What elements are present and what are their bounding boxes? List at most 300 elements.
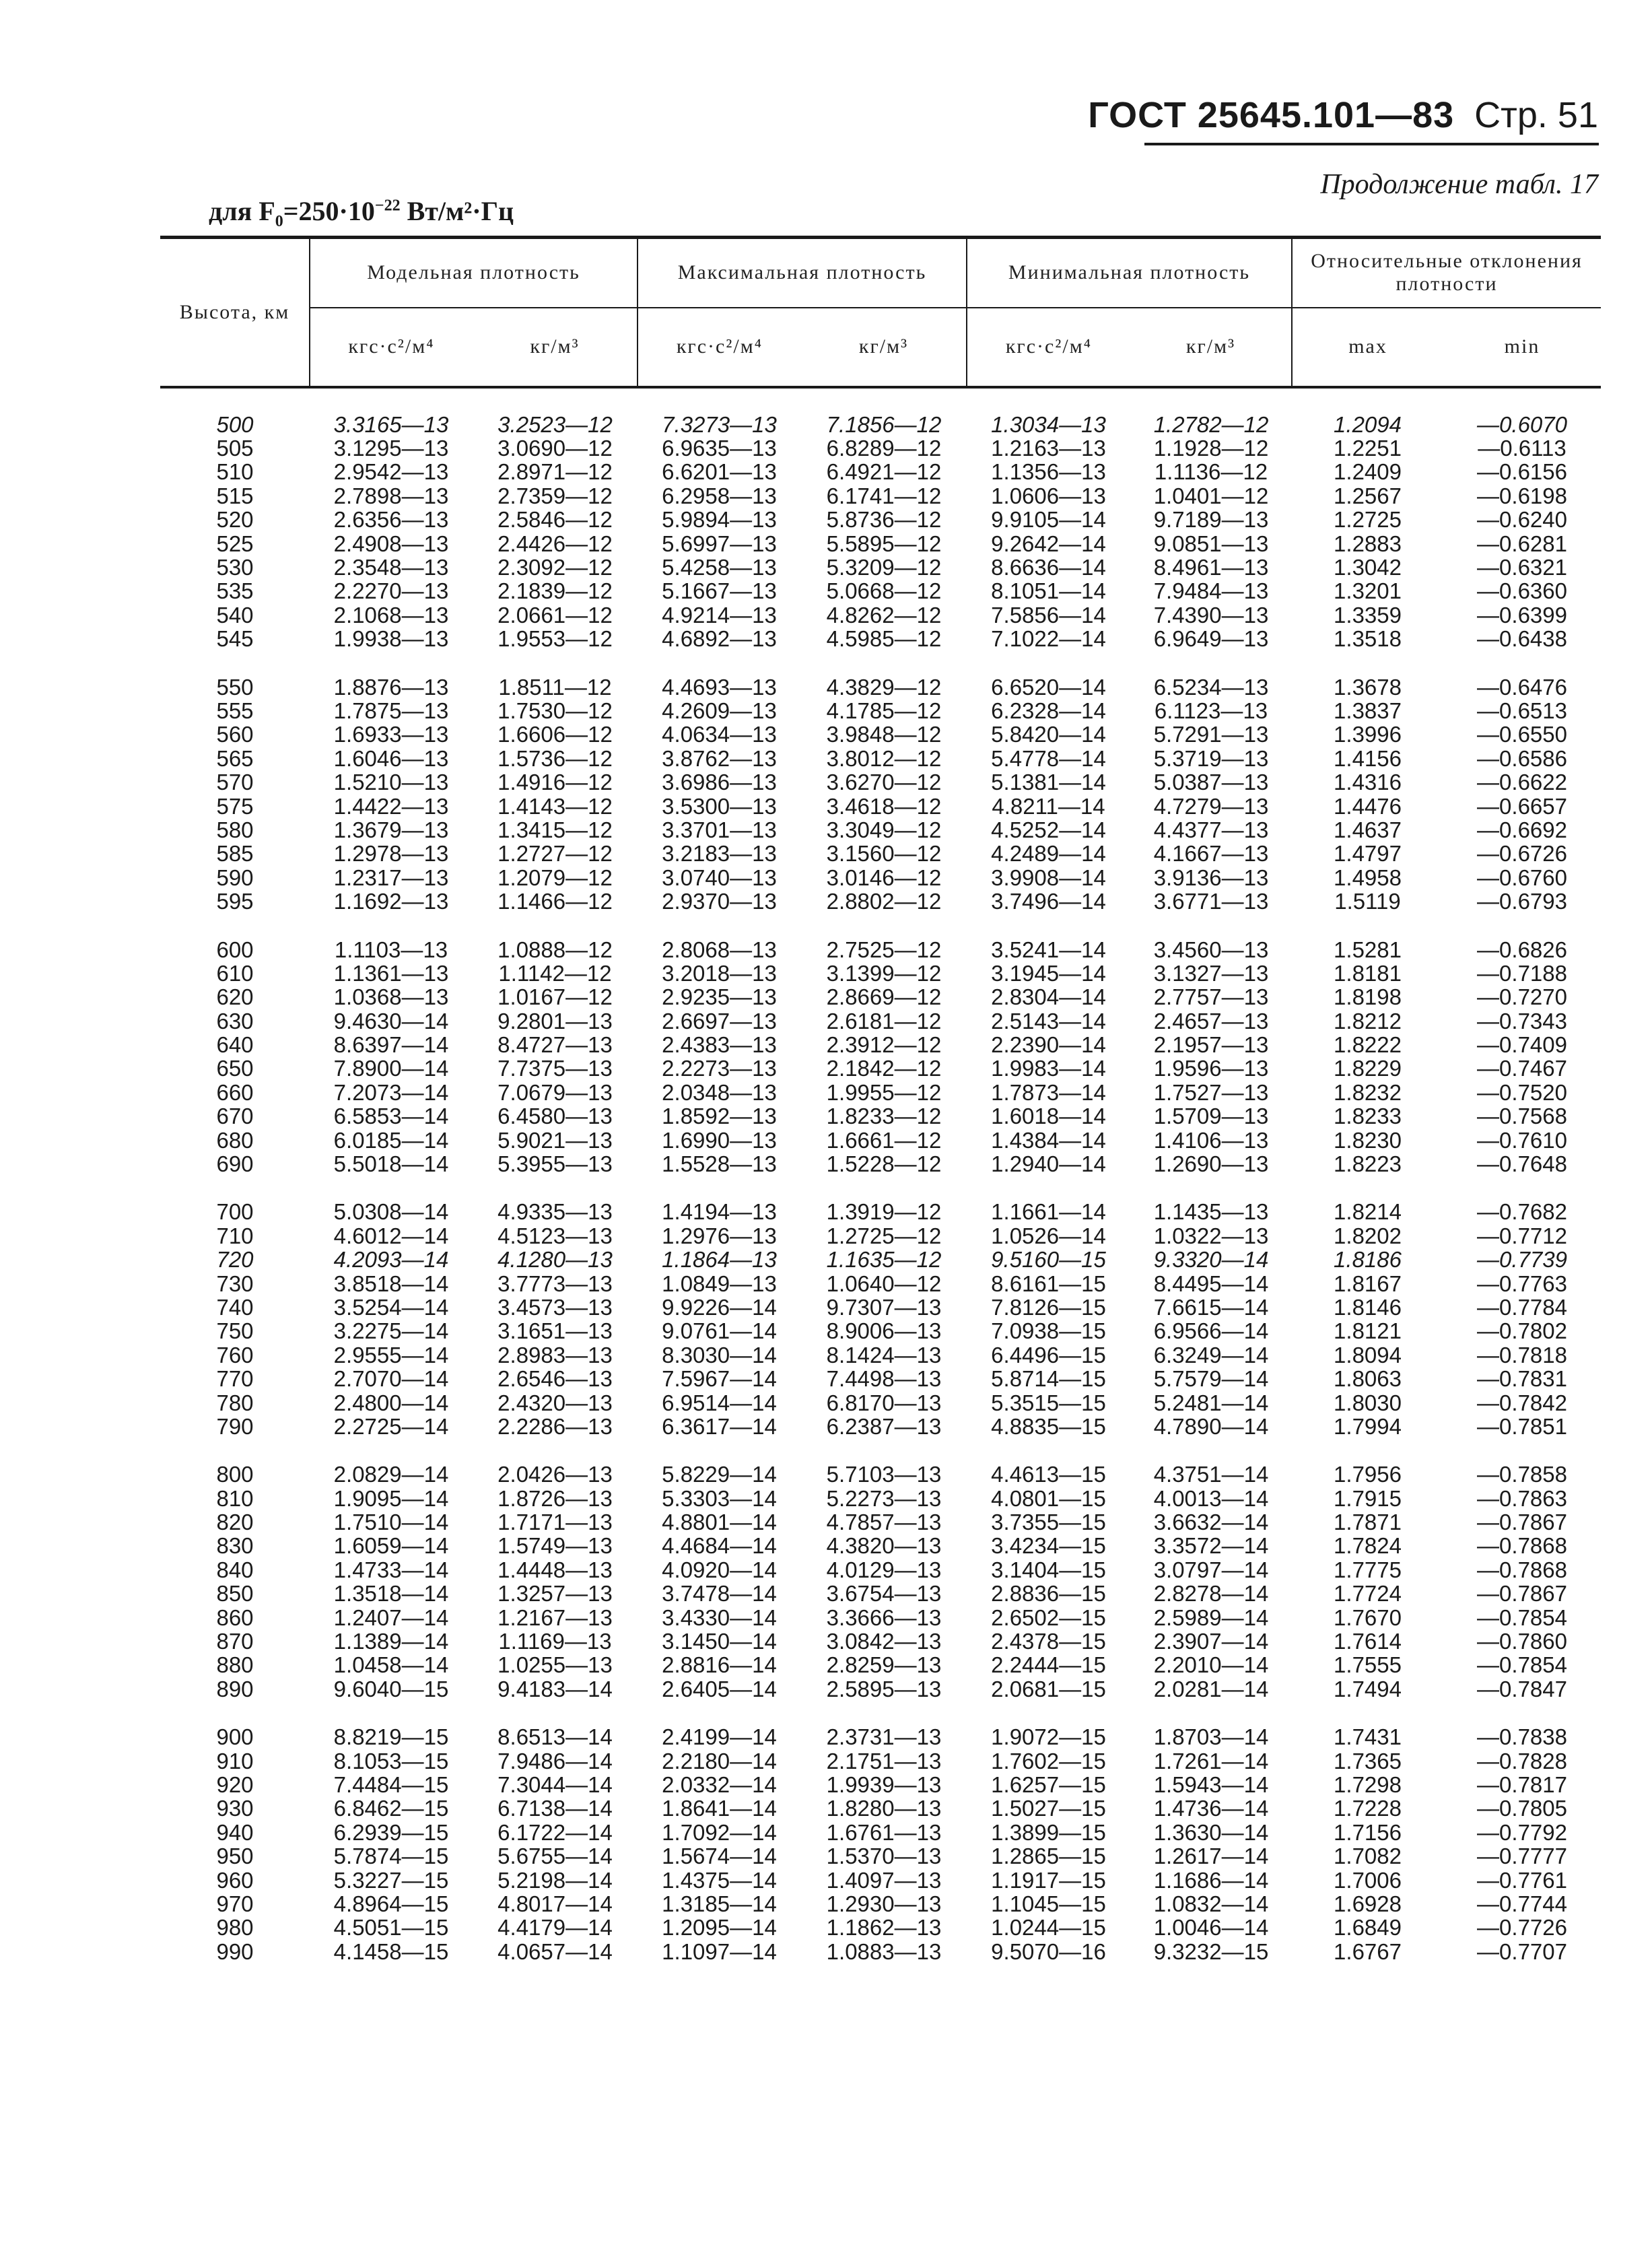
value-cell: 8.9006—13 [826,1318,942,1344]
value-cell: 1.3679—13 [333,817,449,842]
value-cell: 5.4258—13 [662,555,777,580]
value-cell: 2.4199—14 [662,1724,777,1750]
value-cell: 6.3249—14 [1153,1342,1269,1368]
altitude-cell: 790 [216,1413,254,1439]
altitude-cell: 585 [216,841,254,867]
value-cell: —0.7842 [1477,1390,1567,1415]
value-cell: 2.3092—12 [497,555,613,580]
value-cell: 1.6767 [1334,1938,1402,1964]
value-cell: 6.9566—14 [1153,1318,1269,1344]
value-cell: 1.1045—15 [991,1891,1106,1916]
value-cell: 5.8420—14 [991,722,1106,747]
value-cell: 5.0308—14 [333,1199,449,1225]
value-cell: 3.1327—13 [1153,960,1269,986]
value-cell: 1.8181 [1334,960,1402,986]
value-cell: —0.7744 [1477,1891,1567,1916]
group-header-model: Модельная плотность [310,238,638,308]
altitude-cell: 950 [216,1844,254,1869]
value-cell: —0.6793 [1477,889,1567,914]
value-cell: 1.2865—15 [991,1844,1106,1869]
value-cell: 1.2317—13 [333,865,449,890]
altitude-cell: 710 [216,1223,254,1248]
value-cell: —0.7867 [1477,1510,1567,1535]
value-cell: 2.9235—13 [662,984,777,1010]
value-cell: 1.0368—13 [333,984,449,1010]
value-cell: 6.5234—13 [1153,674,1269,700]
value-cell: 1.0640—12 [826,1271,942,1296]
value-cell: 1.2095—14 [662,1915,777,1941]
altitude-cell: 595 [216,889,254,914]
value-cell: 1.5709—13 [1153,1104,1269,1129]
value-cell: 9.7189—13 [1153,507,1269,533]
value-cell: —0.6550 [1477,722,1567,747]
value-cell: 5.6755—14 [497,1844,613,1869]
value-cell: 1.4637 [1334,817,1402,842]
value-cell: —0.6438 [1477,626,1567,652]
value-cell: 2.0348—13 [662,1079,777,1105]
value-cell: 2.8068—13 [662,937,777,962]
table-row [160,1868,1601,1891]
value-cell: 3.9848—12 [826,722,942,747]
value-cell: 1.7555 [1334,1652,1402,1678]
altitude-cell: 860 [216,1605,254,1630]
table-row [160,1677,1601,1701]
value-cell: 5.8229—14 [662,1462,777,1487]
table-row [160,1462,1601,1486]
value-cell: 1.7171—13 [497,1510,613,1535]
value-cell: —0.7763 [1477,1271,1567,1296]
unit-header: min [1443,308,1601,387]
value-cell: 4.1458—15 [333,1938,449,1964]
value-cell: 1.2251 [1334,436,1402,461]
value-cell: 1.6606—12 [497,722,613,747]
value-cell: 1.4733—14 [333,1557,449,1582]
value-cell: —0.7682 [1477,1199,1567,1225]
value-cell: 5.7579—14 [1153,1366,1269,1392]
value-cell: 3.5241—14 [991,937,1106,962]
value-cell: 7.0679—13 [497,1079,613,1105]
value-cell: 1.8229 [1334,1056,1402,1081]
value-cell: 5.8736—12 [826,507,942,533]
value-cell: 2.4908—13 [333,531,449,556]
value-cell: —0.7868 [1477,1533,1567,1559]
page-number: Стр. 51 [1474,95,1598,135]
value-cell: 3.7478—14 [662,1581,777,1607]
value-cell: —0.7818 [1477,1342,1567,1368]
value-cell: 2.8836—15 [991,1581,1106,1607]
table-row [160,1629,1601,1653]
value-cell: 1.8233 [1334,1104,1402,1129]
value-cell: —0.6513 [1477,698,1567,723]
value-cell: 1.8511—12 [498,674,612,700]
value-cell: 1.9983—14 [991,1056,1106,1081]
value-cell: 6.2328—14 [991,698,1106,723]
value-cell: 1.7956 [1334,1462,1402,1487]
table-row [160,531,1601,555]
value-cell: 1.8703—14 [1153,1724,1269,1750]
value-cell: 1.7824 [1334,1533,1402,1559]
value-cell: —0.7739 [1477,1247,1567,1273]
value-cell: 3.0797—14 [1153,1557,1269,1582]
value-cell: —0.7188 [1477,960,1567,986]
group-header-min: Минимальная плотность [967,238,1292,308]
value-cell: 1.7873—14 [991,1079,1106,1105]
value-cell: 6.1722—14 [497,1819,613,1845]
value-cell: 3.1651—13 [497,1318,613,1344]
value-cell: 1.1097—14 [662,1938,777,1964]
table-row [160,722,1601,746]
value-cell: 6.4921—12 [826,459,942,485]
altitude-header: Высота, км [160,238,310,387]
value-cell: 4.7890—14 [1153,1413,1269,1439]
value-cell: 8.1424—13 [826,1342,942,1368]
value-cell: 1.6933—13 [333,722,449,747]
value-cell: 4.5985—12 [826,626,942,652]
table-row [160,1558,1601,1582]
altitude-cell: 560 [216,722,254,747]
value-cell: 1.1692—13 [333,889,449,914]
altitude-cell: 510 [216,459,254,485]
value-cell: 1.8063 [1334,1366,1402,1392]
value-cell: 4.0013—14 [1153,1485,1269,1511]
value-cell: 7.8900—14 [333,1056,449,1081]
value-cell: 1.1864—13 [662,1247,777,1273]
value-cell: 1.6849 [1334,1915,1402,1941]
value-cell: 5.3515—15 [991,1390,1106,1415]
value-cell: 1.6046—13 [333,745,449,771]
value-cell: 1.5736—12 [497,745,613,771]
value-cell: 1.1361—13 [333,960,449,986]
value-cell: 3.2275—14 [333,1318,449,1344]
value-cell: 1.0458—14 [333,1652,449,1678]
value-cell: 3.6270—12 [826,770,942,795]
table-row [160,413,1601,436]
value-cell: 7.1856—12 [826,411,942,437]
value-cell: 8.3030—14 [662,1342,777,1368]
value-cell: 1.0888—12 [497,937,613,962]
value-cell: 3.3572—14 [1153,1533,1269,1559]
table-row [160,747,1601,770]
value-cell: 7.5967—14 [662,1366,777,1392]
value-cell: 4.9214—13 [662,602,777,628]
value-cell: —0.7409 [1477,1032,1567,1058]
value-cell: 1.1635—12 [826,1247,942,1273]
value-cell: 4.0129—13 [826,1557,942,1582]
altitude-cell: 960 [216,1867,254,1893]
value-cell: 1.1862—13 [826,1915,942,1941]
value-cell: 2.8816—14 [662,1652,777,1678]
value-cell: 9.9226—14 [662,1294,777,1320]
value-cell: 9.0851—13 [1153,531,1269,556]
value-cell: 6.9514—14 [662,1390,777,1415]
value-cell: 5.9894—13 [662,507,777,533]
value-cell: 3.3165—13 [333,411,449,437]
value-cell: 6.1123—13 [1154,698,1268,723]
value-cell: 4.1785—12 [826,698,942,723]
value-cell: 1.8233—12 [826,1104,942,1129]
value-cell: 1.9596—13 [1153,1056,1269,1081]
value-cell: 2.8304—14 [991,984,1106,1010]
value-cell: 1.6661—12 [826,1127,942,1153]
value-cell: 3.0842—13 [826,1629,942,1654]
value-cell: 3.1295—13 [333,436,449,461]
altitude-cell: 525 [216,531,254,556]
value-cell: 4.1667—13 [1153,841,1269,867]
value-cell: 3.2183—13 [662,841,777,867]
value-cell: 1.3518 [1334,626,1402,652]
value-cell: 7.5856—14 [991,602,1106,628]
page-header [1088,94,1598,136]
value-cell: 2.2180—14 [662,1748,777,1774]
value-cell: 8.1053—15 [333,1748,449,1774]
value-cell: 9.6040—15 [333,1676,449,1701]
altitude-cell: 555 [216,698,254,723]
value-cell: 7.4390—13 [1153,602,1269,628]
table-row [160,818,1601,842]
value-cell: 1.5943—14 [1153,1772,1269,1797]
value-cell: 8.4495—14 [1153,1271,1269,1296]
value-cell: 1.7365 [1334,1748,1402,1774]
altitude-cell: 920 [216,1772,254,1797]
value-cell: —0.6399 [1477,602,1567,628]
value-cell: 3.9136—13 [1153,865,1269,890]
value-cell: 2.6546—13 [497,1366,613,1392]
value-cell: 4.0920—14 [662,1557,777,1582]
value-cell: 6.9649—13 [1153,626,1269,652]
value-cell: 1.3678 [1334,674,1402,700]
value-cell: 4.4693—13 [662,674,777,700]
value-cell: 2.4800—14 [333,1390,449,1415]
value-cell: 1.7092—14 [662,1819,777,1845]
value-cell: 1.7915 [1334,1485,1402,1511]
value-cell: 1.7875—13 [333,698,449,723]
value-cell: 1.2725—12 [826,1223,942,1248]
table-row [160,1892,1601,1916]
value-cell: 4.5051—15 [333,1915,449,1941]
value-cell: 8.1051—14 [991,578,1106,604]
value-cell: 3.3049—12 [826,817,942,842]
table-row [160,842,1601,865]
value-cell: 9.2642—14 [991,531,1106,556]
value-cell: 1.7530—12 [497,698,613,723]
value-cell: 4.2093—14 [333,1247,449,1273]
value-cell: —0.7568 [1477,1104,1567,1129]
value-cell: 6.8462—15 [333,1796,449,1821]
table-row [160,1582,1601,1605]
value-cell: 5.7103—13 [826,1462,942,1487]
value-cell: 6.4580—13 [497,1104,613,1129]
value-cell: 1.5281 [1334,937,1402,962]
value-cell: 1.3201 [1334,578,1402,604]
value-cell: 5.2481—14 [1153,1390,1269,1415]
value-cell: 4.6012—14 [333,1223,449,1248]
value-cell: 4.3829—12 [826,674,942,700]
value-cell: 2.7359—12 [497,483,613,508]
value-cell: 1.3518—14 [333,1581,449,1607]
unit-header: кгс·с²/м⁴ [967,308,1130,387]
altitude-cell: 820 [216,1510,254,1535]
value-cell: 1.7510—14 [333,1510,449,1535]
value-cell: 9.9105—14 [991,507,1106,533]
value-cell: 4.7279—13 [1153,793,1269,819]
value-cell: 2.1839—12 [497,578,613,604]
value-cell: —0.6826 [1477,937,1567,962]
value-cell: —0.7610 [1477,1127,1567,1153]
value-cell: 1.4422—13 [333,793,449,819]
value-cell: —0.7777 [1477,1844,1567,1869]
value-cell: 2.9542—13 [333,459,449,485]
value-cell: 2.5895—13 [826,1676,942,1701]
value-cell: 5.3955—13 [497,1151,613,1177]
value-cell: 1.8186 [1334,1247,1402,1273]
value-cell: —0.7726 [1477,1915,1567,1941]
value-cell: 3.4618—12 [826,793,942,819]
value-cell: 2.5846—12 [497,507,613,533]
value-cell: —0.7343 [1477,1008,1567,1034]
value-cell: —0.6760 [1477,865,1567,890]
value-cell: 7.3044—14 [497,1772,613,1797]
value-cell: 1.6761—13 [826,1819,942,1845]
value-cell: 2.2725—14 [333,1413,449,1439]
value-cell: —0.6692 [1477,817,1567,842]
value-cell: 1.2167—13 [497,1605,613,1630]
value-cell: 9.2801—13 [497,1008,613,1034]
table-row [160,1773,1601,1796]
value-cell: 1.0832—14 [1153,1891,1269,1916]
value-cell: 1.2094 [1334,411,1402,437]
table-row [160,1844,1601,1868]
value-cell: 2.2010—14 [1153,1652,1269,1678]
value-cell: 1.0401—12 [1153,483,1269,508]
value-cell: —0.7520 [1477,1079,1567,1105]
value-cell: 7.4498—13 [826,1366,942,1392]
table-row [160,1152,1601,1176]
altitude-cell: 630 [216,1008,254,1034]
value-cell: —0.7817 [1477,1772,1567,1797]
value-cell: 7.0938—15 [991,1318,1106,1344]
value-cell: 1.4736—14 [1153,1796,1269,1821]
value-cell: 1.8198 [1334,984,1402,1010]
table-row [160,436,1601,460]
altitude-cell: 670 [216,1104,254,1129]
altitude-cell: 980 [216,1915,254,1941]
value-cell: 5.7874—15 [333,1844,449,1869]
value-cell: 2.6697—13 [662,1008,777,1034]
group-header-max: Максимальная плотность [638,238,967,308]
value-cell: 1.5370—13 [826,1844,942,1869]
value-cell: 2.0332—14 [662,1772,777,1797]
altitude-cell: 565 [216,745,254,771]
value-cell: 4.4179—14 [497,1915,613,1941]
altitude-cell: 650 [216,1056,254,1081]
value-cell: —0.6321 [1477,555,1567,580]
table-row [160,1200,1601,1223]
value-cell: 1.2725 [1334,507,1402,533]
value-cell: 3.8518—14 [333,1271,449,1296]
value-cell: 5.1667—13 [662,578,777,604]
value-cell: 3.9908—14 [991,865,1106,890]
value-cell: —0.6657 [1477,793,1567,819]
value-cell: 1.3034—13 [991,411,1106,437]
value-cell: 1.0255—13 [497,1652,613,1678]
value-cell: 5.2273—13 [826,1485,942,1511]
altitude-cell: 800 [216,1462,254,1487]
value-cell: 3.7773—13 [497,1271,613,1296]
table-row [160,555,1601,579]
value-cell: 2.1842—12 [826,1056,942,1081]
value-cell: 1.1169—13 [498,1629,612,1654]
value-cell: 1.3359 [1334,602,1402,628]
table-row [160,1653,1601,1677]
value-cell: —0.7712 [1477,1223,1567,1248]
unit-header: кг/м³ [1130,308,1292,387]
value-cell: —0.6622 [1477,770,1567,795]
table-row [160,1487,1601,1510]
value-cell: 1.0883—13 [826,1938,942,1964]
value-cell: 2.3907—14 [1153,1629,1269,1654]
value-cell: 2.6356—13 [333,507,449,533]
value-cell: 6.7138—14 [497,1796,613,1821]
value-cell: —0.7838 [1477,1724,1567,1750]
altitude-cell: 910 [216,1748,254,1774]
value-cell: 1.1142—12 [498,960,612,986]
value-cell: —0.7831 [1477,1366,1567,1392]
value-cell: 1.1435—13 [1153,1199,1269,1225]
group-gap [160,1176,1601,1200]
value-cell: 1.2409 [1334,459,1402,485]
value-cell: 1.6928 [1334,1891,1402,1916]
altitude-cell: 610 [216,960,254,986]
value-cell: 2.7525—12 [826,937,942,962]
value-cell: 1.8212 [1334,1008,1402,1034]
value-cell: 1.7156 [1334,1819,1402,1845]
table-row [160,603,1601,627]
group-header-deviation: Относительные отклонения плотности [1292,238,1601,308]
table-body [160,387,1601,1963]
value-cell: 7.2073—14 [333,1079,449,1105]
value-cell: 2.2286—13 [497,1413,613,1439]
value-cell: —0.7802 [1477,1318,1567,1344]
value-cell: 1.0167—12 [497,984,613,1010]
altitude-cell: 620 [216,984,254,1010]
value-cell: 2.4426—12 [497,531,613,556]
value-cell: 6.2939—15 [333,1819,449,1845]
value-cell: 9.7307—13 [826,1294,942,1320]
value-cell: 5.5018—14 [333,1151,449,1177]
value-cell: 8.6161—15 [991,1271,1106,1296]
value-cell: 5.5895—12 [826,531,942,556]
altitude-cell: 660 [216,1079,254,1105]
value-cell: 5.3303—14 [662,1485,777,1511]
altitude-cell: 870 [216,1629,254,1654]
altitude-cell: 515 [216,483,254,508]
value-cell: —0.7761 [1477,1867,1567,1893]
table-row [160,1295,1601,1319]
value-cell: 6.2958—13 [662,483,777,508]
value-cell: 3.1945—14 [991,960,1106,986]
value-cell: 1.4797 [1334,841,1402,867]
altitude-cell: 770 [216,1366,254,1392]
value-cell: 1.9095—14 [333,1485,449,1511]
altitude-cell: 690 [216,1151,254,1177]
altitude-cell: 990 [216,1938,254,1964]
value-cell: 6.5853—14 [333,1104,449,1129]
value-cell: 7.7375—13 [497,1056,613,1081]
table-row [160,1009,1601,1032]
value-cell: 1.4106—13 [1153,1127,1269,1153]
altitude-cell: 780 [216,1390,254,1415]
value-cell: 1.0849—13 [662,1271,777,1296]
